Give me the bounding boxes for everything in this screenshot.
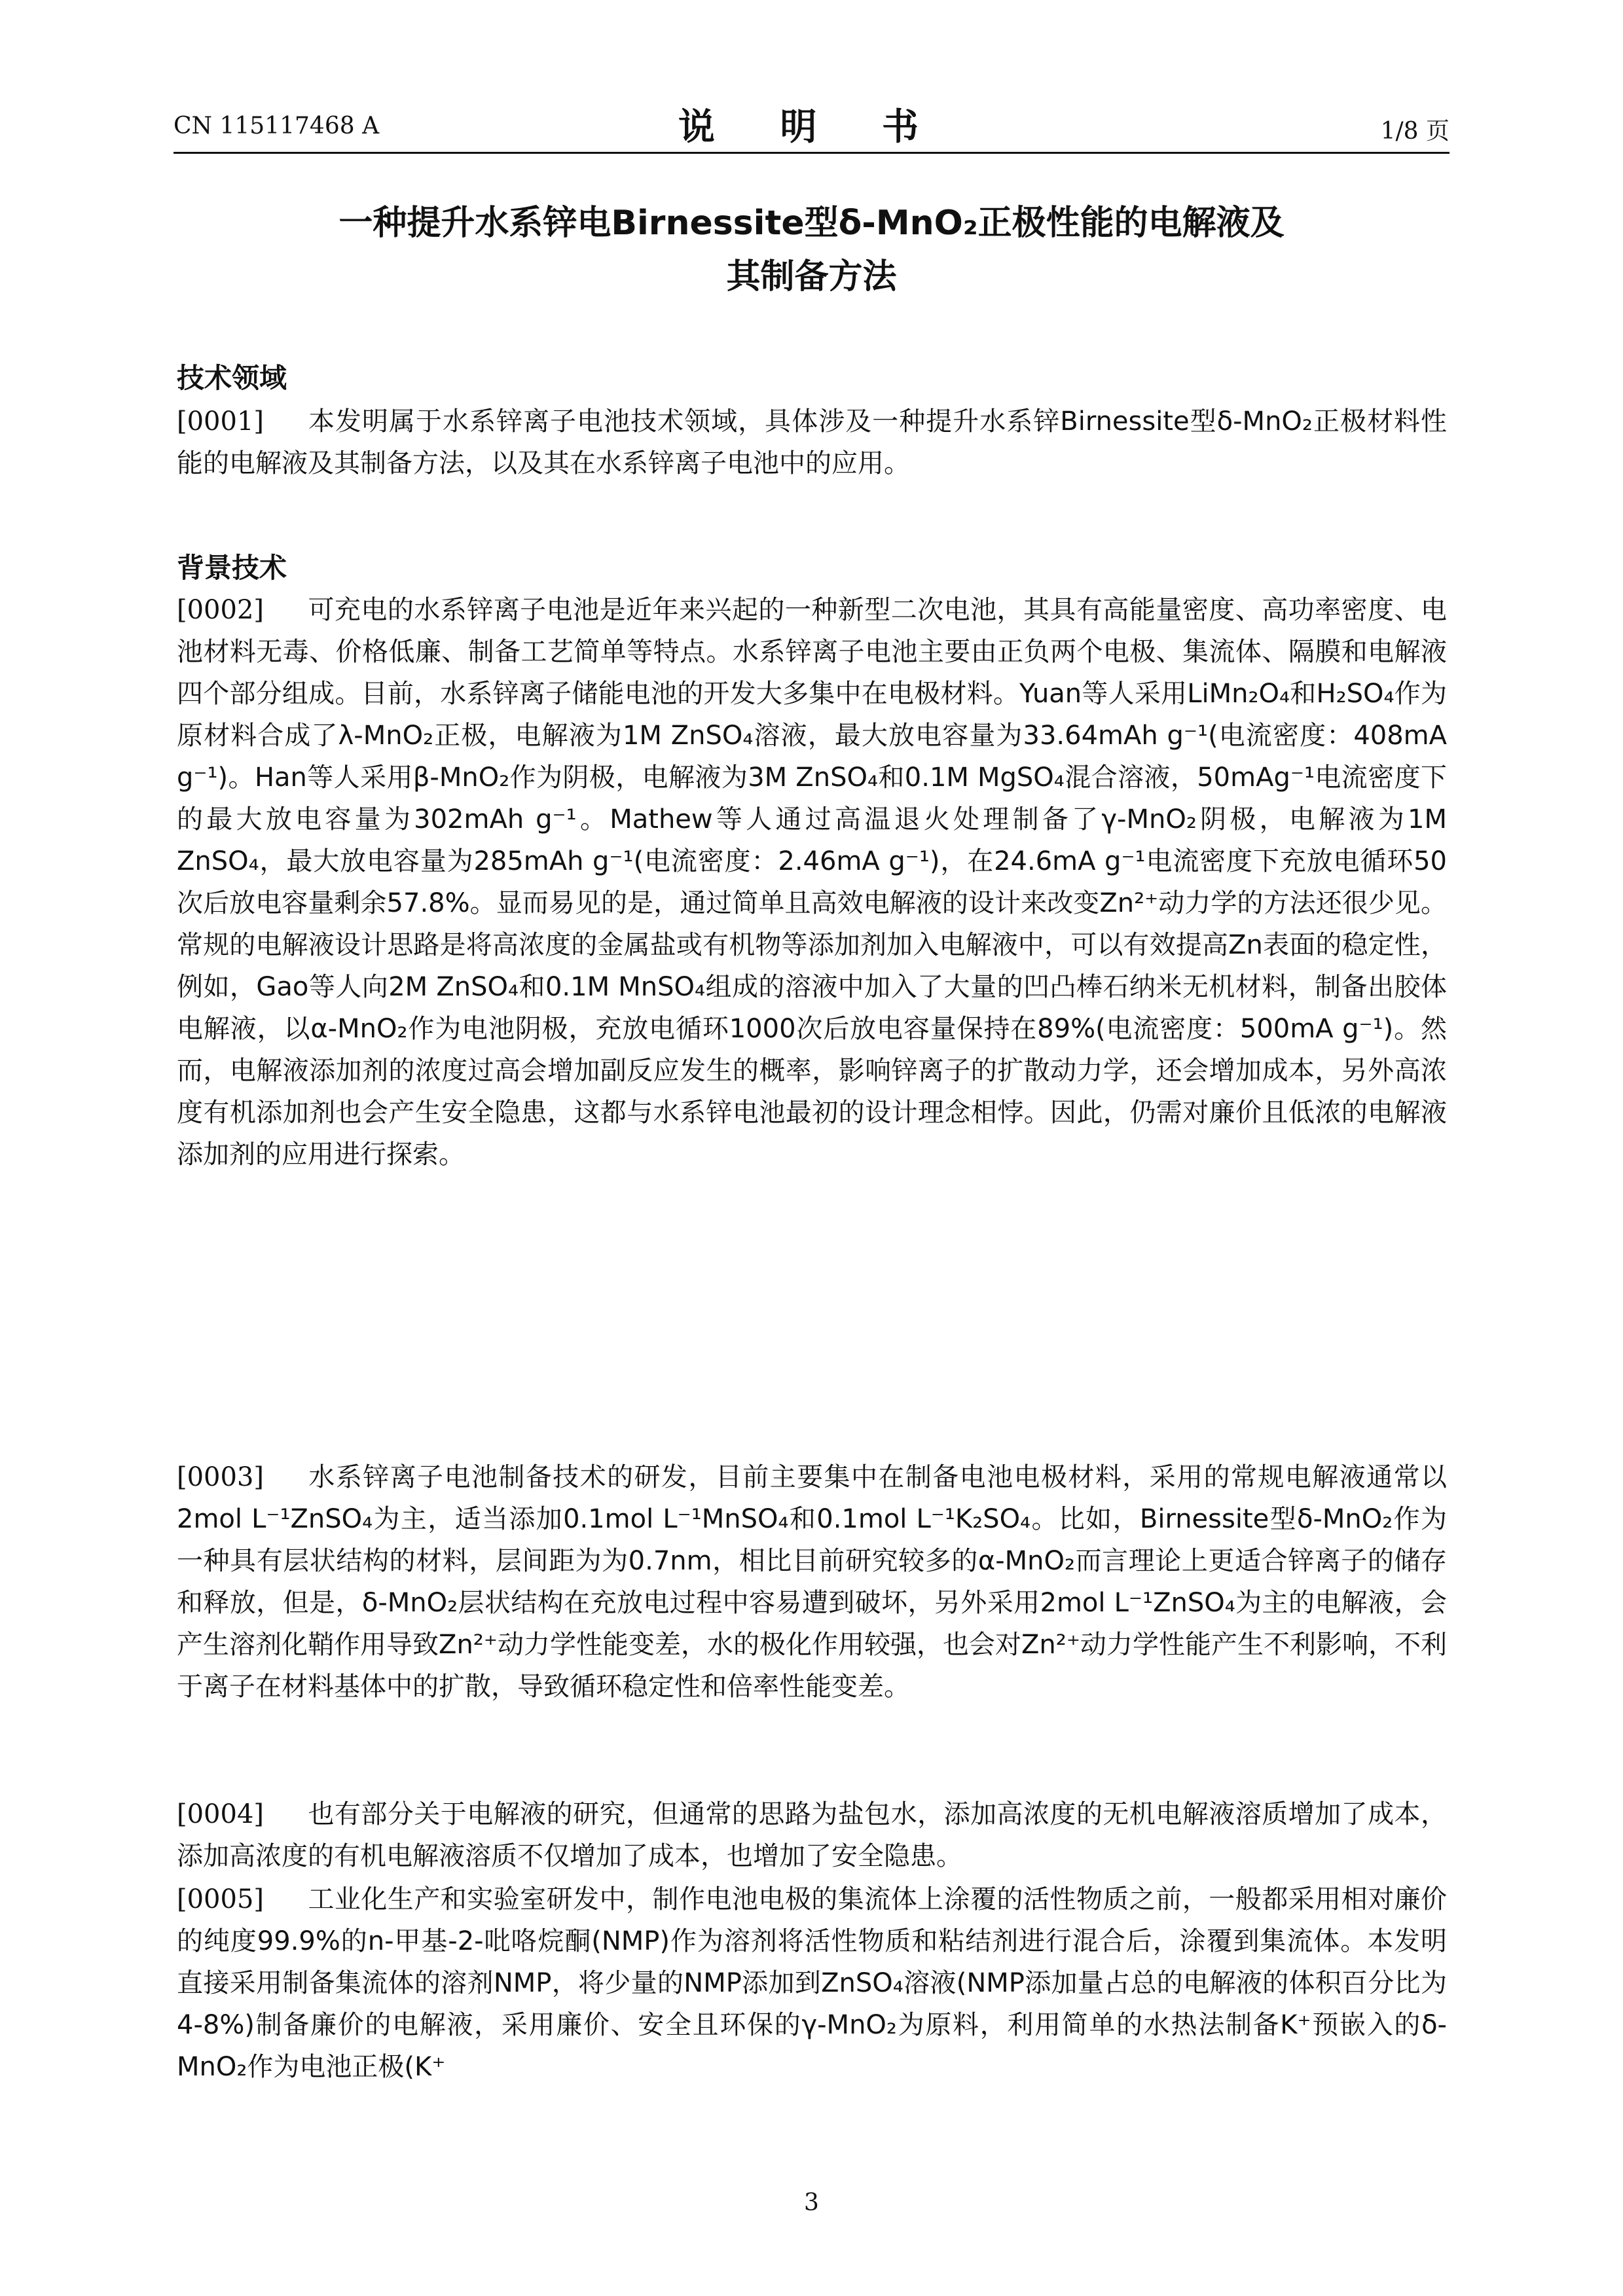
paragraph-text: 水系锌离子电池制备技术的研发，目前主要集中在制备电池电极材料，采用的常规电解液通常以2mol L⁻¹ZnSO₄为主，适当添加0.1mol L⁻¹MnSO₄和0.1mol L⁻¹K₂SO₄。比如，Birnessite型δ-MnO₂作为一种具有层状结构的材料，层间距为为0.7nm，相比目前研究较多的α-MnO₂而言理论上更适合锌离子的储存和释放，但是，δ-MnO₂层状结构在充放电过程中容易遭到破坏，另外采用2mol L⁻¹ZnSO₄为主的电解液，会产生溶剂化鞘作用导致Zn²⁺动力学性能变差，水的极化作用较强，也会对Zn²⁺动力学性能产生不利影响，不利于离子在材料基体中的扩散，导致循环稳定性和倍率性能变差。: [177, 1462, 1447, 1702]
paragraph-text: 本发明属于水系锌离子电池技术领域，具体涉及一种提升水系锌Birnessite型δ-MnO₂正极材料性能的电解液及其制备方法，以及其在水系锌离子电池中的应用。: [177, 406, 1447, 478]
header-divider: [173, 152, 1450, 154]
paragraph-text: 工业化生产和实验室研发中，制作电池电极的集流体上涂覆的活性物质之前，一般都采用相对廉价的纯度99.9%的n-甲基-2-吡咯烷酮(NMP)作为溶剂将活性物质和粘结剂进行混合后，涂覆到集流体。本发明直接采用制备集流体的溶剂NMP，将少量的NMP添加到ZnSO₄溶液(NMP添加量占总的电解液的体积百分比为4-8%)制备廉价的电解液，采用廉价、安全且环保的γ-MnO₂为原料，利用简单的水热法制备K⁺预嵌入的δ-MnO₂作为电池正极(K⁺: [177, 1884, 1447, 2082]
paragraph-0005: [177, 1878, 1447, 2088]
section-heading-tech-field: 技术领域: [177, 362, 287, 394]
title-line-1: 一种提升水系锌电Birnessite型δ-MnO₂正极性能的电解液及: [338, 204, 1285, 243]
page-header: [173, 98, 1450, 151]
title-line-2: 其制备方法: [726, 257, 897, 296]
paragraph-0002: [177, 589, 1447, 1175]
paragraph-text: 也有部分关于电解液的研究，但通常的思路为盐包水，添加高浓度的无机电解液溶质增加了成本，添加高浓度的有机电解液溶质不仅增加了成本，也增加了安全隐患。: [177, 1799, 1447, 1871]
paragraph-0001: [177, 401, 1447, 484]
section-heading-background: 背景技术: [177, 552, 287, 584]
paragraph-number: [0001]: [177, 406, 264, 437]
paragraph-text: 可充电的水系锌离子电池是近年来兴起的一种新型二次电池，其具有高能量密度、高功率密度、电池材料无毒、价格低廉、制备工艺简单等特点。水系锌离子电池主要由正负两个电极、集流体、隔膜和电解液四个部分组成。目前，水系锌离子储能电池的开发大多集中在电极材料。Yuan等人采用LiMn₂O₄和H₂SO₄作为原材料合成了λ-MnO₂正极，电解液为1M ZnSO₄溶液，最大放电容量为33.64mAh g⁻¹(电流密度：408mA g⁻¹)。Han等人采用β-MnO₂作为阴极，电解液为3M ZnSO₄和0.1M MgSO₄混合溶液，50mAg⁻¹电流密度下的最大放电容量为302mAh g⁻¹。Mathew等人通过高温退火处理制备了γ-MnO₂阴极，电解液为1M ZnSO₄，最大放电容量为285mAh g⁻¹(电流密度：2.46mA g⁻¹)，在24.6mA g⁻¹电流密度下充放电循环50次后放电容量剩余57.8%。显而易见的是，通过简单且高效电解液的设计来改变Zn²⁺动力学的方法还很少见。常规的电解液设计思路是将高浓度的金属盐或有机物等添加剂加入电解液中，可以有效提高Zn表面的稳定性，例如，Gao等人向2M ZnSO₄和0.1M MnSO₄组成的溶液中加入了大量的凹凸棒石纳米无机材料，制备出胶体电解液，以α-MnO₂作为电池阴极，充放电循环1000次后放电容量保持在89%(电流密度：500mA g⁻¹)。然而，电解液添加剂的浓度过高会增加副反应发生的概率，影响锌离子的扩散动力学，还会增加成本，另外高浓度有机添加剂也会产生安全隐患，这都与水系锌电池最初的设计理念相悖。因此，仍需对廉价且低浓的电解液添加剂的应用进行探索。: [177, 595, 1447, 1170]
paragraph-number: [0005]: [177, 1884, 264, 1914]
paragraph-0003: [177, 1456, 1447, 1708]
page-counter: 1/8 页: [1380, 118, 1450, 145]
document-type-title: 说 明 书: [678, 106, 945, 149]
paragraph-number: [0004]: [177, 1799, 264, 1829]
paragraph-0004: [177, 1793, 1447, 1877]
document-id: CN 115117468 A: [173, 113, 380, 139]
invention-title: [173, 196, 1450, 304]
paragraph-number: [0003]: [177, 1462, 264, 1492]
page-number: 3: [804, 2189, 819, 2216]
paragraph-number: [0002]: [177, 595, 264, 625]
